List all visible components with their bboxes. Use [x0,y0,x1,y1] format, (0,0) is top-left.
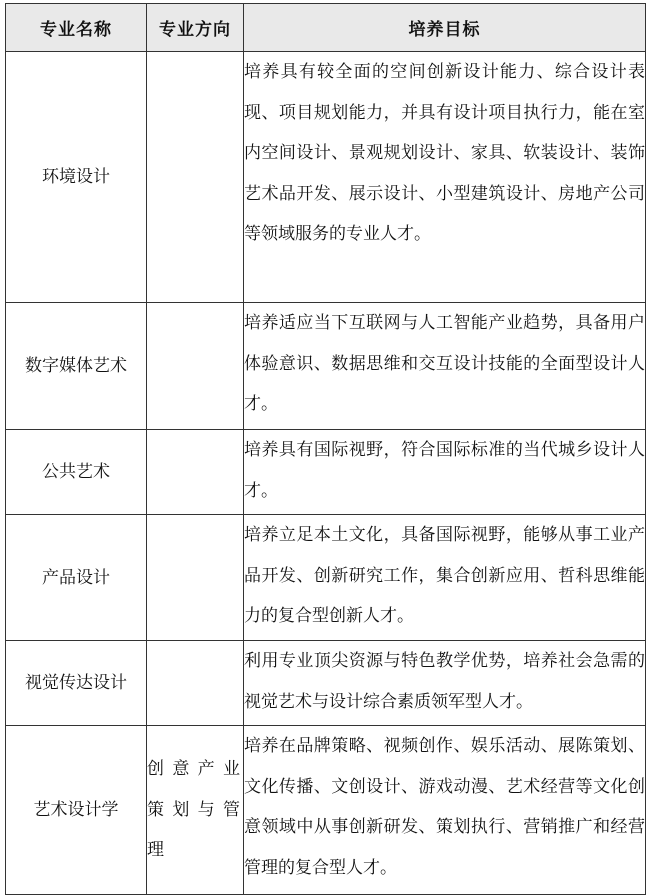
header-major-name: 专业名称 [6,4,147,52]
header-row [6,4,646,52]
major-name: 数字媒体艺术 [6,303,147,430]
header-major-direction: 专业方向 [147,4,244,52]
training-goal: 培养立足本土文化，具备国际视野，能够从事工业产品开发、创新研究工作，集合创新应用、哲科思维能力的复合型创新人才。 [244,515,646,641]
major-name: 公共艺术 [6,430,147,515]
table-row [6,430,646,515]
header-training-goal: 培养目标 [244,4,646,52]
training-goal: 培养具有国际视野，符合国际标准的当代城乡设计人才。 [244,430,646,515]
major-name: 视觉传达设计 [6,641,147,726]
table-row [6,641,646,726]
major-direction: 创意产业策划与管理 [147,726,244,895]
major-direction [147,515,244,641]
major-name: 环境设计 [6,52,147,303]
major-name: 艺术设计学 [6,726,147,895]
table-header [6,4,646,52]
major-direction [147,641,244,726]
table-row [6,726,646,895]
table-row [6,515,646,641]
training-goal: 培养具有较全面的空间创新设计能力、综合设计表现、项目规划能力，并具有设计项目执行力，能在室内空间设计、景观规划设计、家具、软装设计、装饰艺术品开发、展示设计、小型建筑设计、房地产公司等领域服务的专业人才。 [244,52,646,303]
major-direction [147,430,244,515]
majors-table [5,3,646,895]
major-name: 产品设计 [6,515,147,641]
training-goal: 培养在品牌策略、视频创作、娱乐活动、展陈策划、文化传播、文创设计、游戏动漫、艺术经营等文化创意领域中从事创新研发、策划执行、营销推广和经营管理的复合型人才。 [244,726,646,895]
training-goal: 利用专业顶尖资源与特色教学优势，培养社会急需的视觉艺术与设计综合素质领军型人才。 [244,641,646,726]
major-direction [147,52,244,303]
major-direction [147,303,244,430]
table-body [6,52,646,895]
table-row [6,303,646,430]
table-row [6,52,646,303]
training-goal: 培养适应当下互联网与人工智能产业趋势，具备用户体验意识、数据思维和交互设计技能的全面型设计人才。 [244,303,646,430]
